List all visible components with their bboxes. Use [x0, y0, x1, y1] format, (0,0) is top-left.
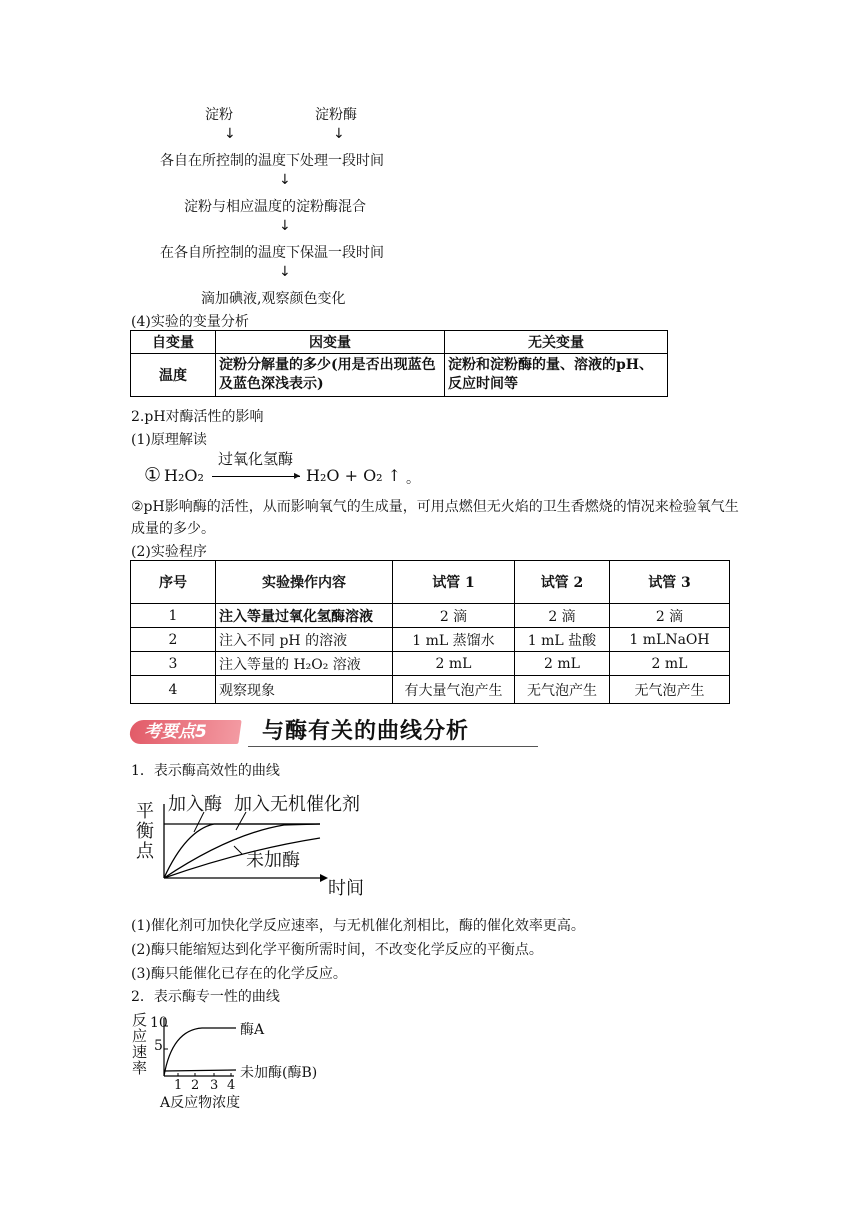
- flow-step-4: 滴加碘液,观察颜色变化: [201, 291, 346, 307]
- table-row: [131, 354, 668, 397]
- table-header: 试管 2: [515, 561, 610, 604]
- equation-products: H₂O + O₂ ↑: [306, 466, 402, 485]
- table-cell: 1: [131, 604, 216, 628]
- table-header: 实验操作内容: [216, 561, 393, 604]
- section-heading: 2.pH对酶活性的影响: [131, 409, 264, 425]
- section-heading: 2．表示酶专一性的曲线: [131, 989, 280, 1005]
- table-cell: 淀粉分解量的多少(用是否出现蓝色及蓝色深浅表示): [216, 354, 445, 397]
- specificity-curve-figure: [132, 1012, 352, 1112]
- section-heading: 1．表示酶高效性的曲线: [131, 763, 280, 779]
- x-tick-label: 1: [174, 1078, 183, 1093]
- x-tick-label: 3: [210, 1078, 219, 1093]
- subsection-heading: (2)实验程序: [131, 544, 207, 560]
- x-axis-label: 时间: [328, 878, 364, 899]
- table-cell: 1 mL 蒸馏水: [393, 628, 515, 652]
- table-cell: 无气泡产生: [610, 676, 730, 704]
- banner-title: 与酶有关的曲线分析: [262, 719, 470, 744]
- equation-catalyst: 过氧化氢酶: [218, 450, 294, 468]
- flow-amylase: 淀粉酶: [315, 107, 357, 123]
- flow-arrow: ↓: [279, 218, 291, 234]
- curve-enzyme-a: [164, 1028, 236, 1076]
- section-banner: [130, 716, 540, 748]
- table-row: [131, 604, 730, 628]
- table-cell: 有大量气泡产生: [393, 676, 515, 704]
- note-1: (1)催化剂可加快化学反应速率，与无机催化剂相比，酶的催化效率更高。: [131, 918, 585, 934]
- table-cell: 4: [131, 676, 216, 704]
- table-cell: 2: [131, 628, 216, 652]
- table-cell: 2 mL: [515, 652, 610, 676]
- table-cell: 无气泡产生: [515, 676, 610, 704]
- label-enzyme-a: 酶A: [240, 1022, 265, 1038]
- table-header: 试管 3: [610, 561, 730, 604]
- variable-table: [130, 330, 668, 397]
- y-axis-label: 平 衡 点: [136, 801, 154, 862]
- table-cell: 2 mL: [393, 652, 515, 676]
- table-cell: 2 滴: [515, 604, 610, 628]
- x-tick-label: 2: [191, 1078, 200, 1093]
- table-cell: 2 滴: [393, 604, 515, 628]
- flow-step-1: 各自在所控制的温度下处理一段时间: [160, 153, 384, 169]
- principle-text: ②pH影响酶的活性，从而影响氧气的生成量，可用点燃但无火焰的卫生香燃烧的情况来检验氧气生成量的多少。: [131, 499, 739, 537]
- y-axis-label: 反 应 速 率: [132, 1011, 148, 1077]
- table-row: [131, 652, 730, 676]
- table-header: 无关变量: [445, 331, 668, 354]
- flow-starch: 淀粉: [205, 107, 233, 123]
- table-row: [131, 628, 730, 652]
- reaction-equation: [144, 450, 464, 490]
- flow-step-3: 在各自所控制的温度下保温一段时间: [160, 245, 384, 261]
- flow-arrow: ↓: [279, 264, 291, 280]
- section-heading: (4)实验的变量分析: [131, 314, 249, 330]
- x-axis-arrow-icon: [320, 874, 328, 882]
- arrow-head-icon: ▸: [294, 468, 301, 482]
- banner-underline: [248, 746, 538, 747]
- flow-arrow: ↓: [279, 172, 291, 188]
- table-header: 自变量: [131, 331, 216, 354]
- table-header: 序号: [131, 561, 216, 604]
- table-cell: 注入等量的 H₂O₂ 溶液: [216, 652, 393, 676]
- table-header-row: [131, 561, 730, 604]
- leader-line: [234, 846, 242, 854]
- table-cell: 1 mLNaOH: [610, 628, 730, 652]
- table-header-row: [131, 331, 668, 354]
- equation-end: 。: [406, 471, 420, 487]
- table-cell: 注入等量过氧化氢酶溶液: [216, 604, 393, 628]
- note-3: (3)酶只能催化已存在的化学反应。: [131, 966, 347, 982]
- subsection-heading: (1)原理解读: [131, 432, 207, 448]
- x-tick-label: 4: [227, 1078, 236, 1093]
- table-cell: 温度: [131, 354, 216, 397]
- table-cell: 2 滴: [610, 604, 730, 628]
- label-inorganic: 加入无机催化剂: [234, 794, 360, 815]
- flow-arrow: ↓: [333, 126, 345, 142]
- efficiency-curve-figure: [134, 788, 374, 898]
- flow-step-2: 淀粉与相应温度的淀粉酶混合: [184, 199, 366, 215]
- equation-reactant: H₂O₂: [164, 466, 204, 485]
- table-header: 试管 1: [393, 561, 515, 604]
- procedure-table: [130, 560, 730, 704]
- label-enzyme-b: 未加酶(酶B): [240, 1065, 318, 1081]
- note-2: (2)酶只能缩短达到化学平衡所需时间，不改变化学反应的平衡点。: [131, 942, 543, 958]
- table-cell: 淀粉和淀粉酶的量、溶液的pH、反应时间等: [445, 354, 668, 397]
- table-header: 因变量: [216, 331, 445, 354]
- y-tick-label: 5: [154, 1038, 163, 1054]
- table-cell: 注入不同 pH 的溶液: [216, 628, 393, 652]
- reaction-arrow-line: [212, 476, 300, 477]
- table-cell: 3: [131, 652, 216, 676]
- curve-enzyme-b: [164, 1070, 236, 1071]
- y-tick-label: 10: [150, 1015, 168, 1031]
- x-axis-label: A反应物浓度: [160, 1095, 241, 1111]
- label-no-enzyme: 未加酶: [246, 850, 300, 871]
- table-cell: 观察现象: [216, 676, 393, 704]
- banner-tag: 考要点5: [128, 720, 241, 744]
- flow-arrow: ↓: [224, 126, 236, 142]
- equation-number: ①: [144, 464, 162, 486]
- label-enzyme: 加入酶: [168, 794, 222, 815]
- table-cell: 2 mL: [610, 652, 730, 676]
- table-cell: 1 mL 盐酸: [515, 628, 610, 652]
- table-row: [131, 676, 730, 704]
